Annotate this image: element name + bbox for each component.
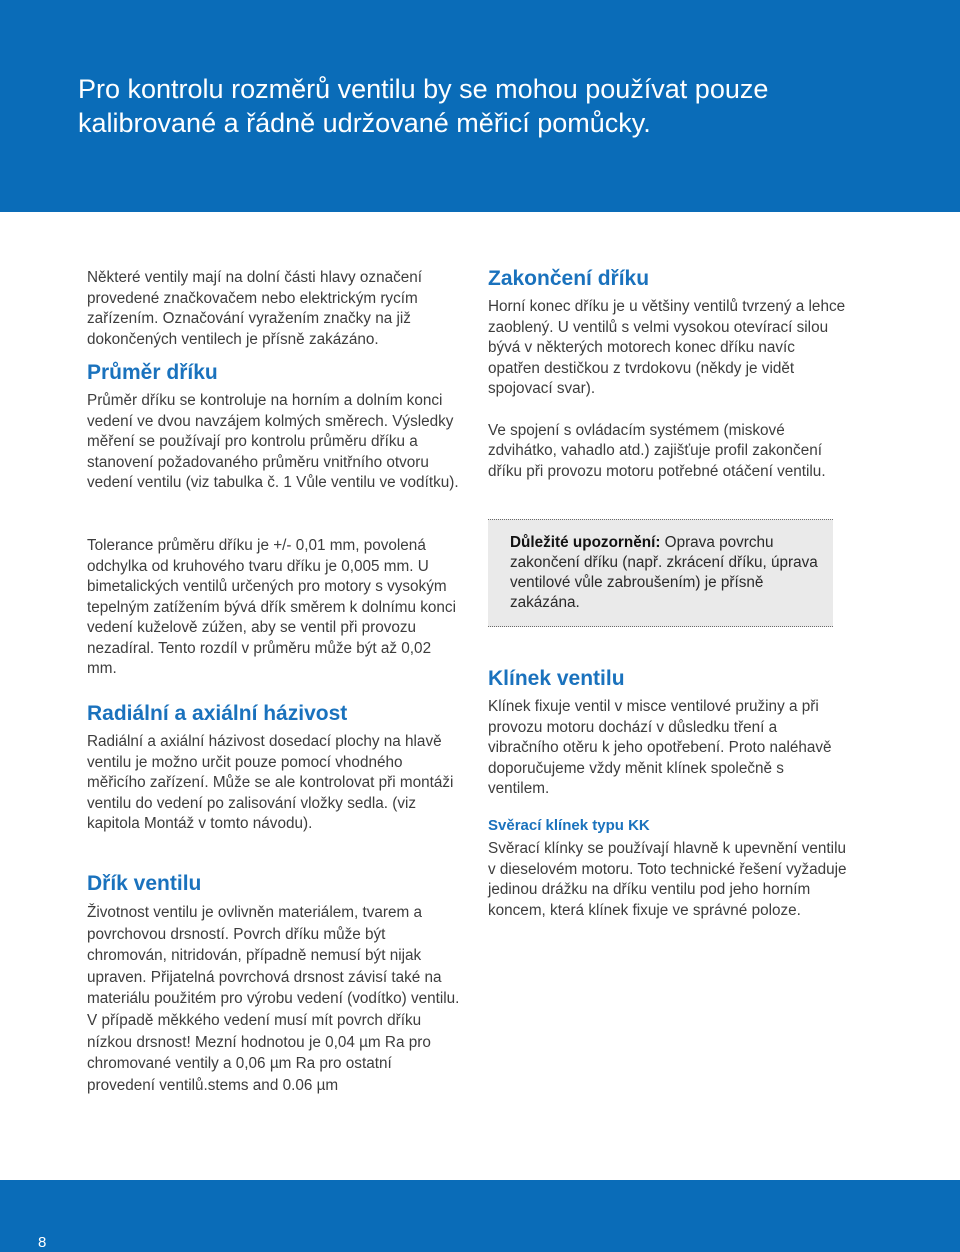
collet-paragraph: Klínek fixuje ventil v misce ventilové pružiny a při provozu motoru dochází v důsledku tření a vibračního otěru k jeho opotřebení. Proto naléhavě doporučujeme vždy měnit klínek společně s ventilem. [488, 698, 832, 797]
stem-end-section [488, 266, 848, 482]
kk-collet-paragraph: Svěrací klínky se používají hlavně k upevnění ventilu v dieselovém motoru. Toto technické řešení vyžaduje jedinou drážku na dříku ventilu pod jeho horním koncem, která klínek fixuje ve správné poloze. [488, 840, 847, 919]
runout-paragraph: Radiální a axiální házivost dosedací plochy na hlavě ventilu je možno určit pouze pomocí vhodného měřicího zařízení. Může se ale kontrolovat při montáži ventilu do vedení po zalisování vložky sedla. (viz kapitola Montáž v tomto návodu). [87, 733, 454, 832]
valve-stem-heading: Dřík ventilu [87, 872, 202, 895]
collet-section [488, 666, 848, 800]
valve-stem-section [87, 871, 462, 1096]
banner-title: Pro kontrolu rozměrů ventilu by se mohou používat pouze kalibrované a řádně udržované měřicí pomůcky. [78, 74, 769, 138]
stem-tolerance-section [87, 536, 462, 680]
notice-label: Důležité upozornění: [510, 534, 661, 551]
stem-diameter-heading: Průměr dříku [87, 361, 218, 384]
header-banner [0, 0, 960, 212]
runout-section [87, 701, 462, 835]
kk-collet-heading: Svěrací klínek typu KK [488, 817, 650, 834]
footer-bar [0, 1180, 960, 1252]
stem-end-heading: Zakončení dříku [488, 267, 650, 290]
stem-end-paragraph-2: Ve spojení s ovládacím systémem (miskové zdvihátko, vahadlo atd.) zajišťuje profil zakončení dříku při provozu motoru potřebné otáčení ventilu. [488, 421, 826, 480]
important-notice-box [488, 519, 833, 627]
notice-body: Oprava povrchu zakončení dříku (např. zkrácení dříku, úprava ventilové vůle zabroušením) je přísně zakázána. [510, 534, 818, 611]
stem-diameter-paragraph-2: Tolerance průměru dříku je +/- 0,01 mm, povolená odchylka od kruhového tvaru dříku je 0,005 mm. U bimetalických ventilů určených pro motory s vysokým tepelným zatížením bývá dřík směrem k dolnímu konci vedení kuželově zúžen, aby se ventil při provozu nezadíral. Tento rozdíl v průměru může být až 0,02 mm. [87, 537, 456, 677]
intro-paragraph: Některé ventily mají na dolní části hlavy označení provedené značkovačem nebo elektrickým rycím zařízením. Označování vyražením značky na již dokončených ventilech je přísně zakázáno. [87, 269, 423, 348]
kk-collet-section [488, 816, 848, 921]
notice-text [510, 533, 820, 613]
runout-heading: Radiální a axiální házivost [87, 702, 348, 725]
stem-diameter-section [87, 360, 462, 494]
stem-end-paragraph-1: Horní konec dříku je u většiny ventilů tvrzený a lehce zaoblený. U ventilů s velmi vysokou otevírací silou bývá v některých motorech konec dříku navíc opatřen destičkou z tvrdokovu (někdy je vidět spojovací svar). [488, 298, 846, 397]
intro-section [87, 268, 462, 350]
stem-diameter-paragraph-1: Průměr dříku se kontroluje na horním a dolním konci vedení ve dvou navzájem kolmých směrech. Výsledky měření se používají pro kontrolu průměru dříku a stanovení požadovaného průměru vnitřního otvoru vedení ventilu (viz tabulka č. 1 Vůle ventilu ve vodítku). [87, 392, 459, 491]
collet-heading: Klínek ventilu [488, 667, 625, 690]
page-number: 8 [38, 1234, 47, 1251]
valve-stem-paragraph: Životnost ventilu je ovlivněn materiálem, tvarem a povrchovou drsností. Povrch dříku může být chromován, nitridován, případně nemusí být nijak upraven. Přijatelná povrchová drsnost závisí také na materiálu použitém pro výrobu vedení (vodítko) ventilu. V případě měkkého vedení musí mít povrch dříku nízkou drsnost! Mezní hodnotou je 0,04 µm Ra pro chromované ventily a 0,06 µm Ra pro ostatní provedení ventilů.stems and 0.06 µm [87, 904, 460, 1094]
